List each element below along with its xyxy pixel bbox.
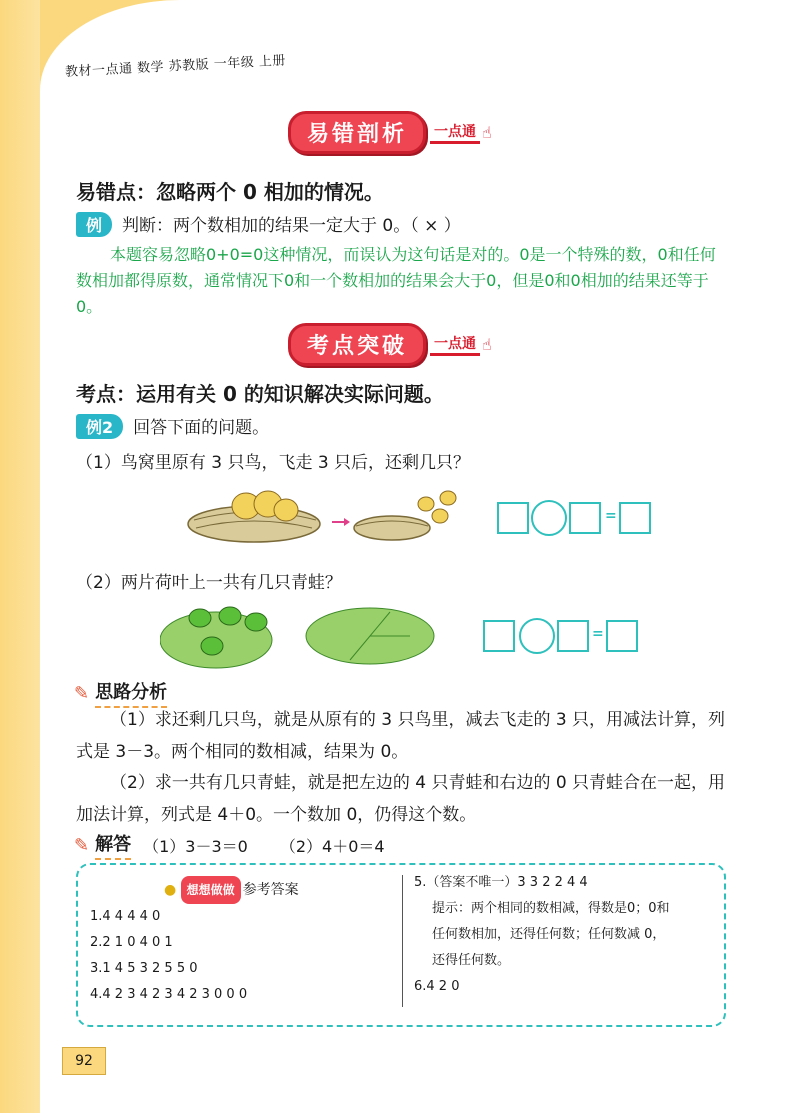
reference-item: 2.2 1 0 4 0 1 <box>90 935 173 950</box>
solution-answer-1: （1）3－3＝0 <box>143 836 248 856</box>
frog-lily-pad-illustration <box>160 596 450 672</box>
operator-circle[interactable] <box>531 500 567 536</box>
banner-title: 易错剖析 <box>288 111 426 154</box>
question-2: （2）两片荷叶上一共有几只青蛙？ <box>76 573 342 593</box>
pointing-hand-icon: ☝ <box>482 122 492 142</box>
banner-tag: 一点通 <box>430 333 480 356</box>
example-question-row <box>76 211 461 237</box>
answer-box[interactable] <box>557 620 589 652</box>
reference-left-column <box>90 904 247 1008</box>
reference-title: 参考答案 <box>242 882 299 898</box>
reference-item-6: 6.4 2 0 <box>414 979 460 994</box>
reference-item: 1.4 4 4 4 0 <box>90 909 161 924</box>
example2-prompt: 回答下面的问题。 <box>133 418 270 438</box>
banner-mistake-analysis <box>288 112 492 152</box>
reference-item: 3.1 4 5 3 2 5 5 0 <box>90 961 198 976</box>
example-question: 判断：两个数相加的结果一定大于 0。（ × ） <box>122 216 461 236</box>
mistake-point: 易错点：忽略两个 0 相加的情况。 <box>76 180 384 204</box>
operator-circle[interactable] <box>519 618 555 654</box>
analysis-paragraph-2: （2）求一共有几只青蛙，就是把左边的 4 只青蛙和右边的 0 只青蛙合在一起，用加法计算，列式是 4＋0。一个数加 0，仍得这个数。 <box>76 773 726 825</box>
think-do-badge: 想想做做 <box>181 876 241 904</box>
bird-nest-illustration <box>186 484 476 554</box>
pencil-icon: ✎ <box>74 682 90 704</box>
example-badge: 例 <box>76 212 112 237</box>
page-edge <box>0 0 40 1113</box>
equals-sign: = <box>592 626 604 642</box>
equals-sign: = <box>605 508 617 524</box>
reference-heading <box>164 876 299 904</box>
banner-title: 考点突破 <box>288 323 426 366</box>
example2-row <box>76 413 269 439</box>
chick-icon: ● <box>164 882 177 898</box>
answer-box[interactable] <box>619 502 651 534</box>
banner-key-points <box>288 324 492 364</box>
solution-answer-2: （2）4＋0＝4 <box>279 836 385 856</box>
key-point: 考点：运用有关 0 的知识解决实际问题。 <box>76 382 444 406</box>
mistake-explanation: 本题容易忽略0+0=0这种情况，而误认为这句话是对的。0是一个特殊的数，0和任何数相加都得原数，通常情况下0和一个数相加的结果会大于0，但是0和0相加的结果还等于0。 <box>76 245 716 316</box>
reference-hint-line: 提示：两个相同的数相减，得数是0；0和 <box>432 901 670 916</box>
answer-box[interactable] <box>483 620 515 652</box>
pointing-hand-icon: ☝ <box>482 334 492 354</box>
reference-hint-line: 还得任何数。 <box>432 953 511 968</box>
banner-tag: 一点通 <box>430 121 480 144</box>
pencil-icon: ✎ <box>74 834 90 856</box>
answer-box[interactable] <box>606 620 638 652</box>
example2-badge: 例2 <box>76 414 123 439</box>
page-number: 92 <box>62 1047 106 1075</box>
answer-box[interactable] <box>569 502 601 534</box>
column-divider <box>402 875 403 1007</box>
reference-item-5: 5.（答案不唯一）3 3 2 2 4 4 <box>414 875 588 890</box>
solution-heading <box>74 830 385 860</box>
reference-item: 4.4 2 3 4 2 3 4 2 3 0 0 0 <box>90 987 248 1002</box>
reference-hint-line: 任何数相加，还得任何数；任何数减 0， <box>432 927 666 942</box>
running-header: 教材一点通 数学 苏教版 一年级 上册 <box>64 53 287 80</box>
answer-box[interactable] <box>497 502 529 534</box>
reference-right-column <box>414 870 670 1000</box>
solution-title: 解答 <box>95 830 131 860</box>
analysis-paragraph-1: （1）求还剩几只鸟，就是从原有的 3 只鸟里，减去飞走的 3 只，用减法计算，列式是 3－3。两个相同的数相减，结果为 0。 <box>76 710 726 762</box>
question-1: （1）鸟窝里原有 3 只鸟，飞走 3 只后，还剩几只？ <box>76 453 471 473</box>
analysis-title: 思路分析 <box>95 678 167 708</box>
